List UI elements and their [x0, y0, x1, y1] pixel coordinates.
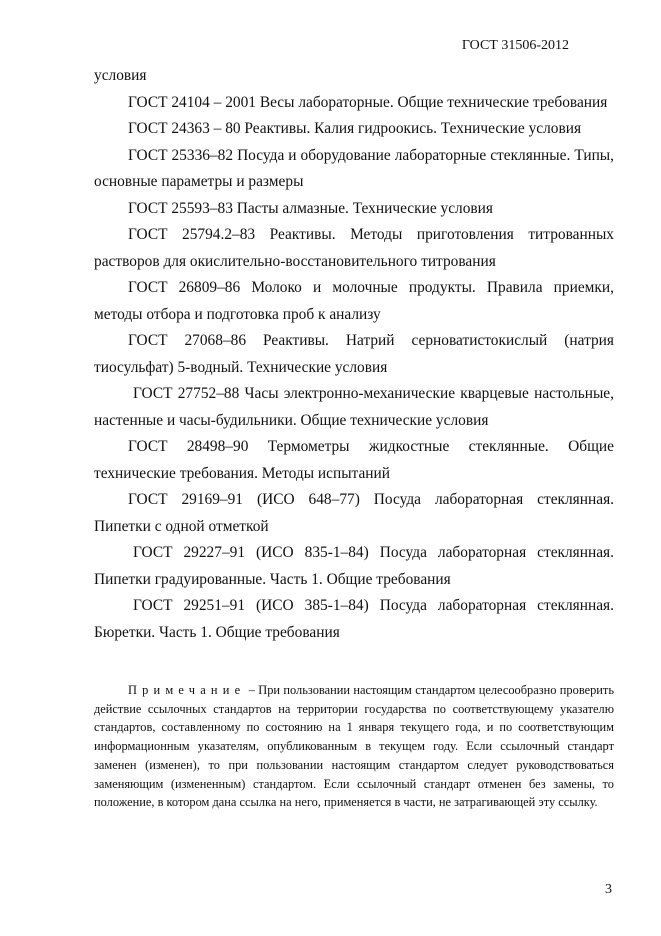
page-number: 3	[605, 882, 612, 897]
references-list	[94, 63, 614, 646]
reference-item: ГОСТ 29169–91 (ИСО 648–77) Посуда лабораторная стеклянная. Пипетки с одной отметкой	[94, 491, 614, 535]
reference-item: ГОСТ 26809–86 Молоко и молочные продукты. Правила приемки, методы отбора и подготовка проб к анализу	[94, 279, 614, 323]
reference-item: ГОСТ 27068–86 Реактивы. Натрий серноватистокислый (натрия тиосульфат) 5-водный. Технические условия	[94, 332, 614, 376]
continuation-text: условия	[94, 67, 147, 84]
reference-item: ГОСТ 25336–82 Посуда и оборудование лабораторные стеклянные. Типы, основные параметры и размеры	[94, 146, 614, 190]
reference-item: ГОСТ 25593–83 Пасты алмазные. Технические условия	[128, 199, 494, 217]
reference-item: ГОСТ 24104 – 2001 Весы лабораторные. Общие технические требования	[128, 93, 608, 111]
reference-item: ГОСТ 28498–90 Термометры жидкостные стеклянные. Общие технические требования. Методы испытаний	[94, 438, 614, 482]
reference-item: ГОСТ 29251–91 (ИСО 385-1–84) Посуда лабораторная стеклянная. Бюретки. Часть 1. Общие требования	[94, 597, 614, 641]
note-text: – При пользовании настоящим стандартом целесообразно проверить действие ссылочных стандартов на территории государства по соответствующему указателю стандартов, составленному по состоянию на 1 января текущего года, и по соответствующим информационным указателям, опубликованным в текущем году. Если ссылочный стандарт заменен (изменен), то при пользовании настоящим стандартом следует руководствоваться заменяющим (измененным) стандартом. Если ссылочный стандарт отменен без замены, то положение, в котором дана ссылка на него, применяется в части, не затрагивающей эту ссылку.	[94, 683, 614, 810]
note-paragraph	[94, 681, 614, 812]
document-header-code: ГОСТ 31506-2012	[461, 38, 569, 53]
reference-item: ГОСТ 24363 – 80 Реактивы. Калия гидроокись. Технические условия	[128, 120, 582, 137]
reference-item: ГОСТ 27752–88 Часы электронно-механические кварцевые настольные, настенные и часы-будильники. Общие технические условия	[94, 385, 614, 429]
reference-item: ГОСТ 25794.2–83 Реактивы. Методы приготовления титрованных растворов для окислительно-восстановительного титрования	[94, 226, 614, 270]
note-label: Примечание	[128, 683, 246, 697]
reference-item: ГОСТ 29227–91 (ИСО 835-1–84) Посуда лабораторная стеклянная. Пипетки градуированные. Часть 1. Общие требования	[94, 544, 614, 588]
